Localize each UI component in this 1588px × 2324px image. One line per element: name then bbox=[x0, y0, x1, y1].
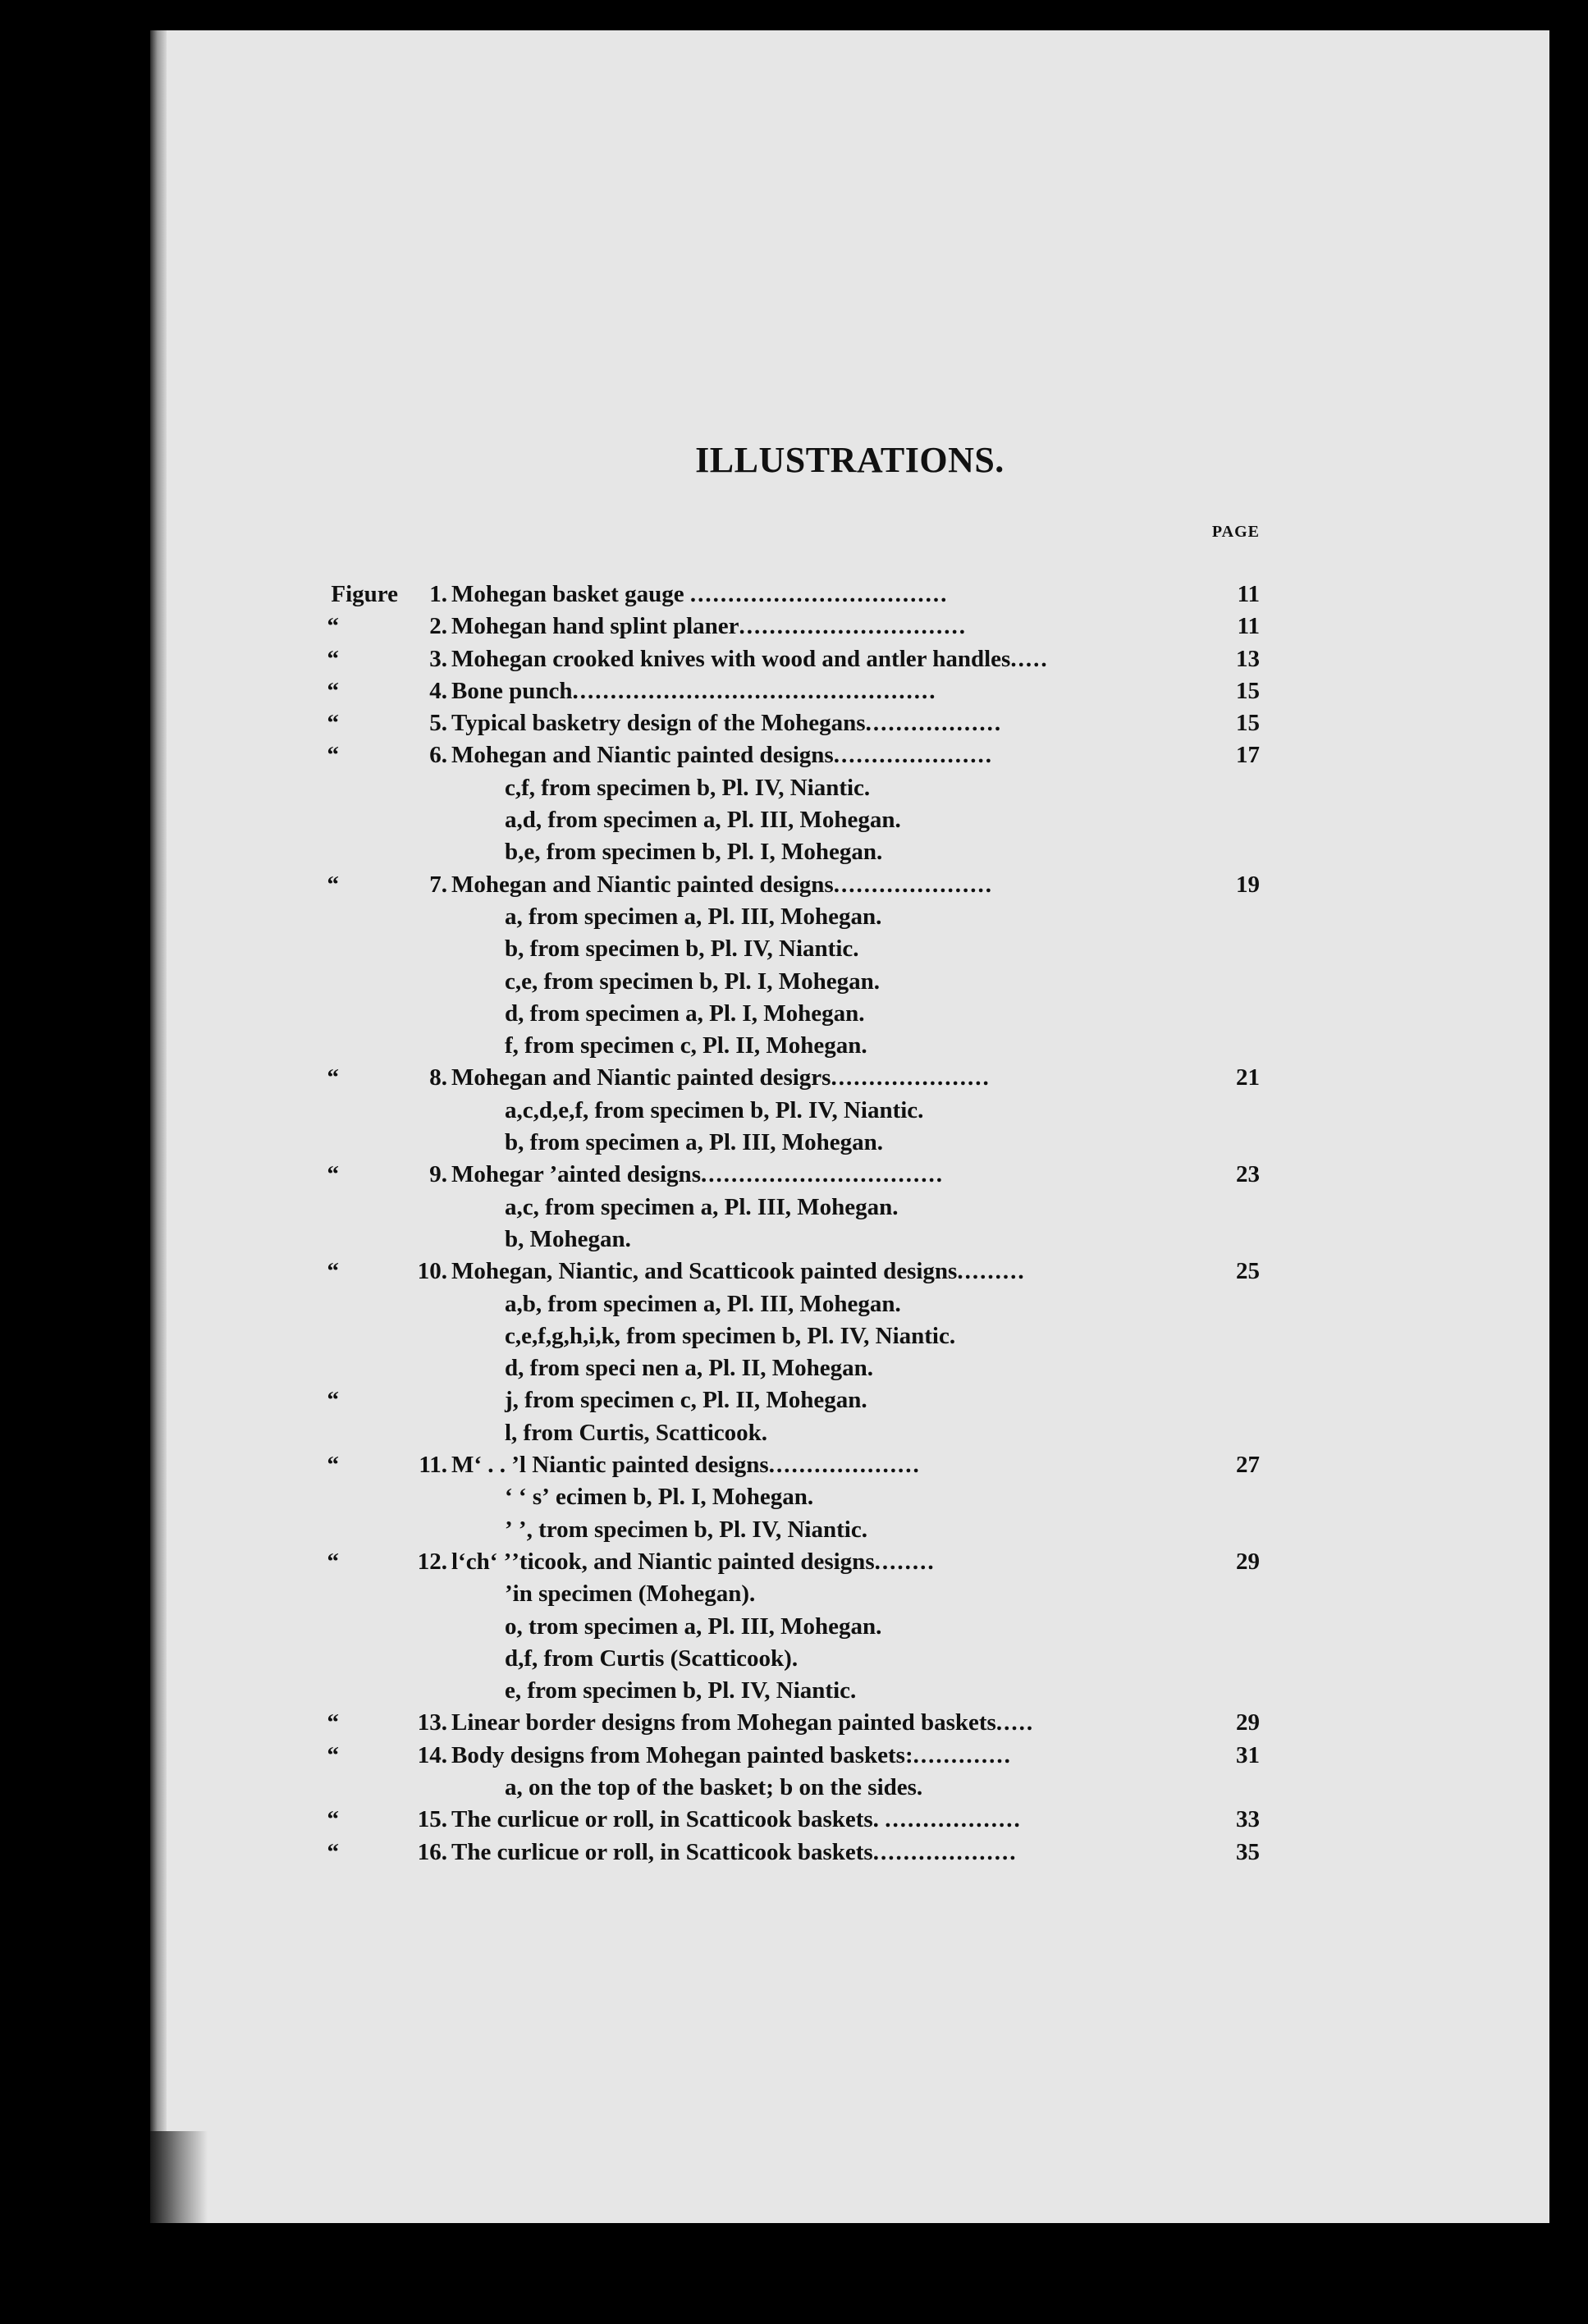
figure-number: 3. bbox=[429, 645, 447, 672]
sub-entry-text: d, from speci nen a, Pl. II, Mohegan. bbox=[505, 1355, 873, 1382]
page-number: 29 bbox=[1236, 1709, 1260, 1736]
figure-sub-entry bbox=[150, 1224, 1549, 1256]
sub-entry-text: d, from specimen a, Pl. I, Mohegan. bbox=[505, 1000, 865, 1027]
figure-number: 9. bbox=[429, 1161, 447, 1188]
figure-sub-entry bbox=[150, 1192, 1549, 1224]
figure-sub-entry bbox=[150, 804, 1549, 836]
page-number: 25 bbox=[1236, 1258, 1260, 1285]
figure-number: 14. bbox=[417, 1741, 447, 1768]
page-number: 19 bbox=[1236, 871, 1260, 898]
figure-sub-entry bbox=[150, 1481, 1549, 1513]
caption-text: Mʻ . . ʼl Niantic painted designs bbox=[451, 1452, 769, 1479]
sub-entry-text: e, from specimen b, Pl. IV, Niantic. bbox=[505, 1677, 857, 1704]
page-number: 17 bbox=[1236, 742, 1260, 769]
figure-number: 13. bbox=[417, 1709, 447, 1736]
page-number: 21 bbox=[1236, 1064, 1260, 1091]
page-title: ILLUSTRATIONS. bbox=[695, 440, 1005, 480]
figure-entry: “ 11. Mʻ . . ʼl Niantic painted designs.................... 27 bbox=[150, 1449, 1549, 1481]
page-number: 15 bbox=[1236, 677, 1260, 704]
figure-sub-entry bbox=[150, 1772, 1549, 1804]
illustrations-list bbox=[150, 579, 1549, 1869]
caption-text: Typical basketry design of the Mohegans bbox=[451, 710, 866, 737]
page-number: 29 bbox=[1236, 1548, 1260, 1575]
dot-leader: ..... bbox=[995, 1709, 1035, 1736]
figure-entry: “ 4. Bone punch................................................ 15 bbox=[150, 675, 1549, 707]
figure-sub-entry bbox=[150, 1288, 1549, 1320]
figure-sub-entry bbox=[150, 836, 1549, 868]
figure-number: 2. bbox=[429, 613, 447, 640]
sub-entry-text: ʼ ʼ, trom specimen b, Pl. IV, Niantic. bbox=[505, 1516, 867, 1543]
page-column-label: PAGE bbox=[1211, 523, 1260, 541]
figure-entry: “ 13. Linear border designs from Mohegan painted baskets..... 29 bbox=[150, 1707, 1549, 1739]
figure-sub-entry bbox=[150, 1643, 1549, 1675]
figure-sub-entry bbox=[150, 1611, 1549, 1643]
figure-sub-entry bbox=[150, 1675, 1549, 1707]
sub-entry-text: a,d, from specimen a, Pl. III, Mohegan. bbox=[505, 807, 901, 834]
dot-leader: ..................... bbox=[833, 871, 993, 898]
figure-number: 8. bbox=[429, 1064, 447, 1091]
figure-number: 5. bbox=[429, 710, 447, 737]
figure-entry: “ 3. Mohegan crooked knives with wood and antler handles..... 13 bbox=[150, 643, 1549, 675]
figure-number: 10. bbox=[417, 1258, 447, 1285]
figure-entry: “ 7. Mohegan and Niantic painted designs..................... 19 bbox=[150, 869, 1549, 901]
figure-entry: “ 15. The curlicue or roll, in Scatticook baskets. .................. 33 bbox=[150, 1804, 1549, 1836]
figure-entry: “ 2. Mohegan hand splint planer.............................. 11 bbox=[150, 611, 1549, 643]
figure-sub-entry bbox=[150, 1514, 1549, 1546]
caption-text: Bone punch bbox=[451, 677, 573, 704]
caption-text: Mohegar ʼainted designs bbox=[451, 1161, 701, 1188]
caption-text: The curlicue or roll, in Scatticook baskets. bbox=[451, 1806, 886, 1833]
dot-leader: ................................................ bbox=[572, 677, 937, 704]
caption-text: Mohegan, Niantic, and Scatticook painted designs bbox=[451, 1258, 958, 1285]
figure-number: 7. bbox=[429, 871, 447, 898]
figure-entry: “ 6. Mohegan and Niantic painted designs..................... 17 bbox=[150, 739, 1549, 771]
sub-entry-text: o, trom specimen a, Pl. III, Mohegan. bbox=[505, 1613, 882, 1640]
figure-entry: “ 14. Body designs from Mohegan painted baskets:............. 31 bbox=[150, 1740, 1549, 1772]
sub-entry-text: b, from specimen a, Pl. III, Mohegan. bbox=[505, 1129, 884, 1156]
dot-leader: ..................... bbox=[831, 1064, 991, 1091]
figure-sub-entry bbox=[150, 772, 1549, 804]
figure-entry: Figure 1. Mohegan basket gauge .................................. 11 bbox=[150, 579, 1549, 611]
page-number: 23 bbox=[1236, 1161, 1260, 1188]
figure-number: 15. bbox=[417, 1806, 447, 1833]
figure-number: 11. bbox=[419, 1452, 447, 1479]
sub-entry-text: ʼin specimen (Mohegan). bbox=[505, 1581, 756, 1608]
dot-leader: ......... bbox=[957, 1258, 1026, 1285]
caption-text: Body designs from Mohegan painted baskets: bbox=[451, 1741, 913, 1768]
figure-number: 16. bbox=[417, 1838, 447, 1865]
sub-entry-text: a,b, from specimen a, Pl. III, Mohegan. bbox=[505, 1290, 901, 1317]
figure-sub-entry bbox=[150, 966, 1549, 998]
figure-number: 4. bbox=[429, 677, 447, 704]
sub-entry-text: c,e,f,g,h,i,k, from specimen b, Pl. IV, Niantic. bbox=[505, 1322, 956, 1349]
sub-entry-text: f, from specimen c, Pl. II, Mohegan. bbox=[505, 1032, 867, 1059]
caption-text: Mohegan hand splint planer bbox=[451, 613, 739, 640]
dot-leader: .................. bbox=[865, 710, 1003, 737]
caption-text: The curlicue or roll, in Scatticook baskets bbox=[451, 1838, 873, 1865]
sub-entry-text: a, on the top of the basket; b on the sides. bbox=[505, 1773, 923, 1800]
dot-leader: ................... bbox=[872, 1838, 1018, 1865]
dot-leader: .................. bbox=[885, 1806, 1022, 1833]
caption-text: Mohegan and Niantic painted desigrs bbox=[451, 1064, 831, 1091]
figure-entry: “ 5. Typical basketry design of the Mohegans.................. 15 bbox=[150, 707, 1549, 739]
figure-number: 12. bbox=[417, 1548, 447, 1575]
figure-sub-entry bbox=[150, 1320, 1549, 1352]
figure-number: 6. bbox=[429, 742, 447, 769]
page-number: 35 bbox=[1236, 1838, 1260, 1865]
figure-sub-entry bbox=[150, 1095, 1549, 1127]
caption-text: Mohegan crooked knives with wood and antler handles bbox=[451, 645, 1011, 672]
dot-leader: ..................... bbox=[833, 742, 993, 769]
figure-entry: “ 16. The curlicue or roll, in Scatticook baskets................... 35 bbox=[150, 1837, 1549, 1869]
dot-leader: .............................. bbox=[739, 613, 968, 640]
figure-sub-entry bbox=[150, 1352, 1549, 1384]
figure-entry: “ 12. lʻchʻ ʼʼticook, and Niantic painted designs........ 29 bbox=[150, 1546, 1549, 1578]
figure-entry: “ 10. Mohegan, Niantic, and Scatticook painted designs......... 25 bbox=[150, 1256, 1549, 1288]
dot-leader: .................... bbox=[768, 1452, 921, 1479]
dot-leader: .................................. bbox=[689, 581, 949, 607]
figure-sub-entry bbox=[150, 1578, 1549, 1610]
sub-entry-text: j, from specimen c, Pl. II, Mohegan. bbox=[505, 1387, 867, 1414]
figure-entry: “ 8. Mohegan and Niantic painted desigrs..................... 21 bbox=[150, 1062, 1549, 1094]
sub-entry-text: d,f, from Curtis (Scatticook). bbox=[505, 1645, 799, 1672]
sub-entry-text: a, from specimen a, Pl. III, Mohegan. bbox=[505, 903, 882, 930]
sub-entry-text: c,e, from specimen b, Pl. I, Mohegan. bbox=[505, 968, 880, 995]
page-number: 31 bbox=[1236, 1741, 1260, 1768]
figure-sub-entry bbox=[150, 998, 1549, 1030]
caption-text: Mohegan and Niantic painted designs bbox=[451, 871, 834, 898]
page-number: 15 bbox=[1236, 710, 1260, 737]
caption-text: Linear border designs from Mohegan painted baskets bbox=[451, 1709, 996, 1736]
caption-text: Mohegan basket gauge bbox=[451, 581, 690, 607]
dot-leader: ........ bbox=[874, 1548, 936, 1575]
page-number: 33 bbox=[1236, 1806, 1260, 1833]
sub-entry-text: c,f, from specimen b, Pl. IV, Niantic. bbox=[505, 774, 871, 801]
dot-leader: ................................ bbox=[700, 1161, 944, 1188]
figure-sub-entry bbox=[150, 901, 1549, 933]
dot-leader: ............. bbox=[913, 1741, 1012, 1768]
dot-leader: ..... bbox=[1010, 645, 1049, 672]
figure-sub-entry bbox=[150, 933, 1549, 965]
figure-sub-entry bbox=[150, 1030, 1549, 1062]
document-page bbox=[150, 30, 1549, 2223]
figure-entry: “ 9. Mohegar ʼainted designs................................ 23 bbox=[150, 1159, 1549, 1191]
caption-text: Mohegan and Niantic painted designs bbox=[451, 742, 834, 769]
page-number: 11 bbox=[1237, 581, 1260, 607]
spine-shadow bbox=[150, 2131, 208, 2223]
figure-number: 1. bbox=[429, 581, 447, 607]
sub-entry-text: b,e, from specimen b, Pl. I, Mohegan. bbox=[505, 839, 883, 866]
caption-text: lʻchʻ ʼʼticook, and Niantic painted designs bbox=[451, 1548, 875, 1575]
sub-entry-text: l, from Curtis, Scatticook. bbox=[505, 1419, 768, 1446]
figure-sub-entry bbox=[150, 1127, 1549, 1159]
sub-entry-text: a,c,d,e,f, from specimen b, Pl. IV, Niantic. bbox=[505, 1096, 924, 1123]
sub-entry-text: b, from specimen b, Pl. IV, Niantic. bbox=[505, 936, 859, 963]
sub-entry-text: ʻ ʻ sʼ ecimen b, Pl. I, Mohegan. bbox=[505, 1484, 814, 1511]
figure-sub-entry bbox=[150, 1417, 1549, 1449]
page-number: 13 bbox=[1236, 645, 1260, 672]
page-number: 27 bbox=[1236, 1452, 1260, 1479]
page-number: 11 bbox=[1237, 613, 1260, 640]
sub-entry-text: b, Mohegan. bbox=[505, 1225, 631, 1252]
sub-entry-text: a,c, from specimen a, Pl. III, Mohegan. bbox=[505, 1193, 899, 1220]
figure-sub-entry: “ j, from specimen c, Pl. II, Mohegan. bbox=[150, 1384, 1549, 1416]
